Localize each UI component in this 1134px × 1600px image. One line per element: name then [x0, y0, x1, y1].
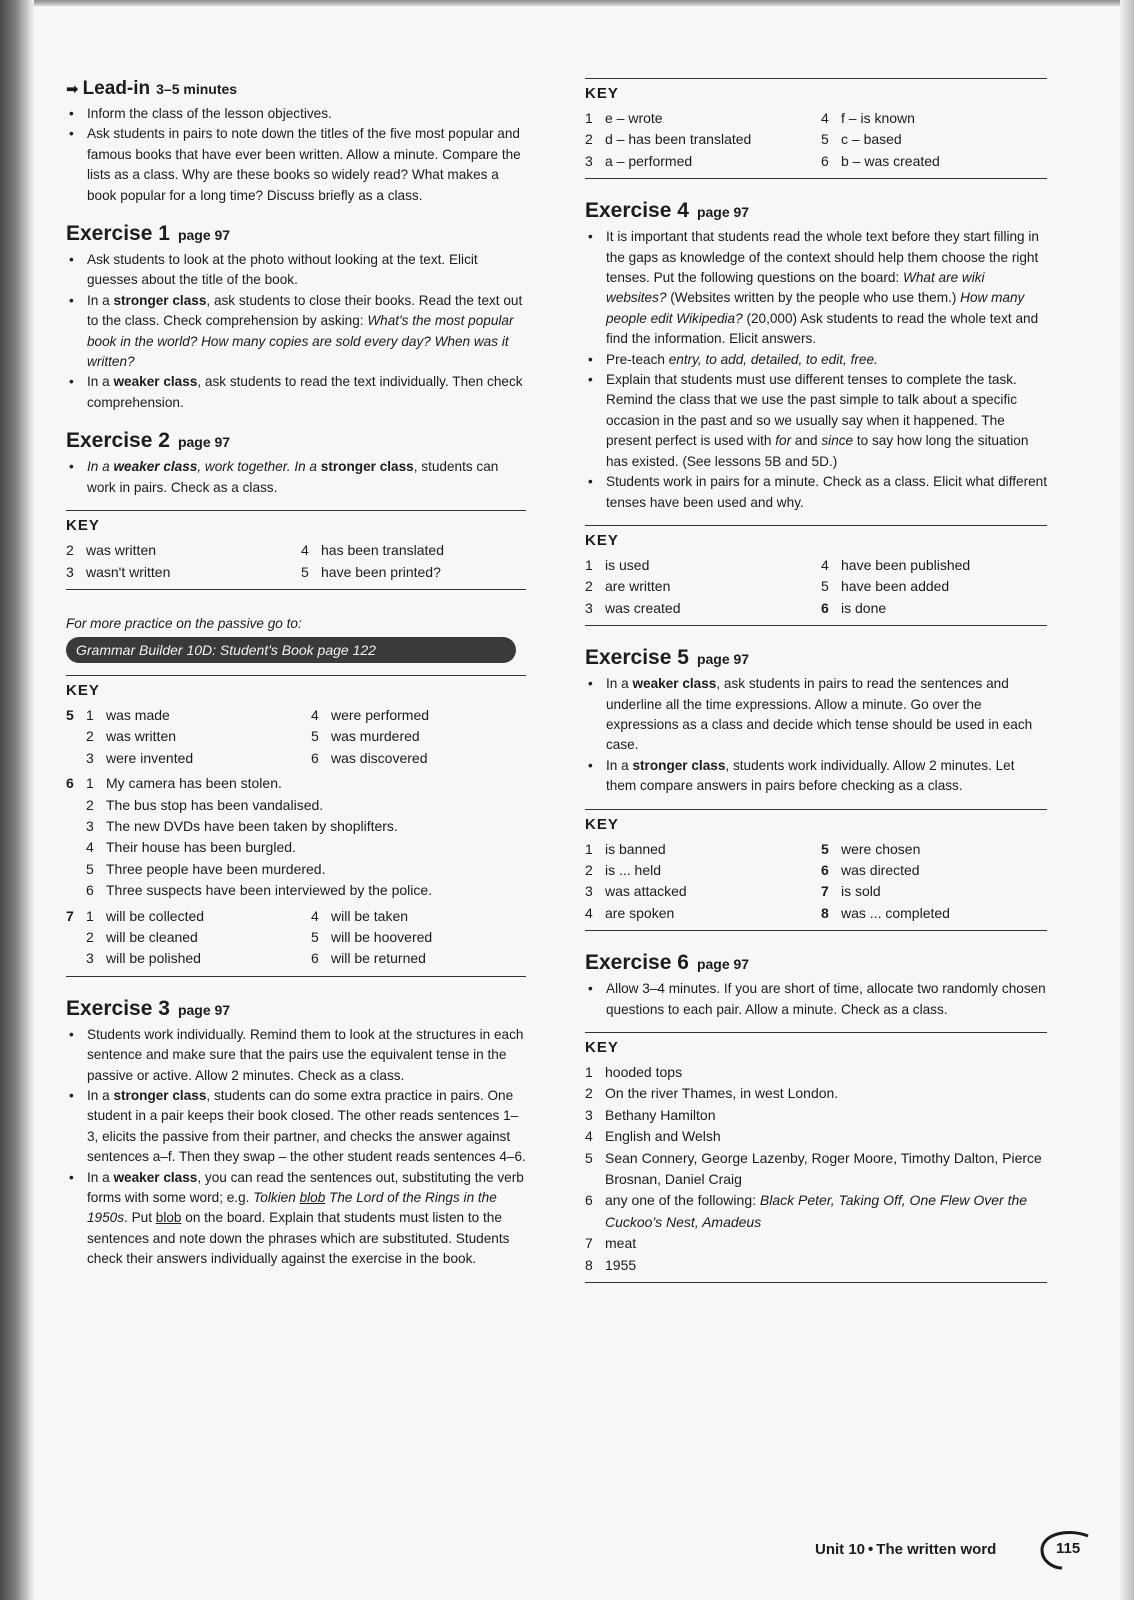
exercise-6-bullets [585, 979, 1047, 1020]
key-item: 4 were performed [311, 706, 430, 723]
key-label: KEY [585, 815, 619, 833]
key-item: 4 have been published [821, 556, 971, 573]
key-item: 2 d – has been translated [585, 131, 752, 148]
exercise-2-bullets [66, 457, 526, 498]
key-item: 3 was created [585, 599, 681, 616]
binding-shadow [0, 0, 34, 1600]
key-group-5: 5 1 was made 4 were performed 2 was written 5 was murdered 3 were invented 6 was discovered [66, 705, 526, 769]
exercise-1-heading: Exercise 1 page 97 [66, 222, 231, 246]
key-item: 5 c – based [821, 131, 902, 148]
footer-unit: Unit 10 [815, 1541, 866, 1558]
key-item: 1 is used [585, 556, 650, 573]
list-item: • In a weaker class, ask students in pairs to read the sentences and underline all the time expressions. Allow a minute. Go over the expressions as a class and decide which tense should be used in each case. [585, 674, 1047, 756]
key-item: 2 On the river Thames, in west London. [585, 1085, 839, 1102]
list-item: • Allow 3–4 minutes. If you are short of time, allocate two randomly chosen questions to each pair. Allow a minute. Check as a class. [585, 979, 1047, 1020]
key-box-exercise-3 [585, 78, 1047, 179]
key-item: 5 was murdered [311, 728, 420, 745]
key-group-7: 7 1 will be collected 4 will be taken 2 will be cleaned 5 will be hoovered 3 will be polished 6 will be returned [66, 906, 526, 970]
exercise-3-bullets [66, 1025, 526, 1270]
key-group-6: 6 1 My camera has been stolen. 2 The bus stop has been vandalised. 3 The new DVDs have been taken by shoplifters. 4 Their house has been burgled. 5 Three people have been murdered. 6 Three suspects have been interviewed by the police. [66, 773, 526, 901]
list-item: • Pre-teach entry, to add, detailed, to edit, free. [585, 350, 1047, 370]
right-column [585, 78, 1047, 1283]
key-item: 1 hooded tops [585, 1064, 683, 1080]
key-item: 4 are spoken [585, 904, 675, 921]
key-item: 4 will be taken [311, 907, 409, 924]
page-right-edge [1120, 0, 1134, 1600]
more-practice-note: For more practice on the passive go to: [66, 615, 302, 631]
key-item: 6 b – was created [821, 152, 940, 169]
list-item: • In a stronger class, students can do some extra practice in pairs. One student in a pair keeps their book closed. The other reads sentences 1–3, elicits the passive from their partner, and checks the answer against sentences a–f. Then they swap – the other student reads sentences 4–6. [66, 1086, 526, 1168]
key-label: KEY [585, 85, 619, 102]
exercise-4-bullets [585, 227, 1047, 513]
exercise-2-heading: Exercise 2 page 97 [66, 429, 231, 453]
list-item: • In a weaker class, you can read the sentences out, substituting the verb forms with some word; e.g. Tolkien blob The Lord of the Rings in the 1950s. Put blob on the board. Explain that students must listen to the sentences and note down the phrases which are substituted. Students check their answers individually against the exercise in the book. [66, 1168, 526, 1270]
key-item: 1 My camera has been stolen. [86, 775, 282, 792]
key-item: 1 is banned [585, 840, 666, 857]
key-label: KEY [66, 681, 100, 699]
key-box-exercise-4 [585, 525, 1047, 626]
key-item: 3 was attacked [585, 883, 687, 900]
key-item: 4 Their house has been burgled. [86, 839, 296, 856]
list-item: • Ask students to look at the photo without looking at the text. Elicit guesses about the title of the book. [66, 250, 526, 291]
key-item: 3 a – performed [585, 152, 693, 169]
key-item: 4 f – is known [821, 110, 915, 126]
key-label: KEY [585, 531, 619, 549]
key-item: 3 will be polished [86, 950, 201, 967]
key-item: 3 The new DVDs have been taken by shoplifters. [86, 817, 398, 834]
key-item: 5 have been added [821, 578, 950, 595]
key-item: 1 e – wrote [585, 110, 663, 126]
key-item: 6 will be returned [311, 950, 426, 967]
key-item: 2 was written [66, 542, 157, 559]
page-footer: Unit 10 • The written word [815, 1541, 997, 1558]
arrow-right-icon: ➡ [66, 81, 79, 98]
key-item: 1 will be collected [86, 907, 205, 924]
key-box-grammar-builder [66, 675, 526, 977]
key-label: KEY [585, 1039, 619, 1056]
key-item: 8 1955 [585, 1256, 637, 1273]
list-item: • In a weaker class, work together. In a stronger class, students can work in pairs. Check as a class. [66, 457, 526, 498]
key-item: 5 were chosen [821, 840, 921, 857]
page-top-edge [0, 0, 1134, 6]
exercise-3-heading: Exercise 3 page 97 [66, 996, 231, 1020]
exercise-1-bullets [66, 250, 526, 413]
exercise-5-bullets [585, 674, 1047, 796]
key-box-exercise-5 [585, 809, 1047, 932]
list-item: • In a stronger class, students work individually. Allow 2 minutes. Let them compare answers in pairs before checking as a class. [585, 756, 1047, 797]
list-item: • Students work individually. Remind them to look at the structures in each sentence and make sure that the pairs use the equivalent tense in the passive or active. Allow 2 minutes. Check as a class. [66, 1025, 526, 1086]
key-box-exercise-2 [66, 510, 526, 590]
key-item: 3 were invented [86, 749, 194, 766]
key-item: 6 Three suspects have been interviewed by the police. [86, 882, 433, 899]
grammar-builder-banner: Grammar Builder 10D: Student's Book page 122 [66, 637, 516, 663]
key-item: 3 wasn't written [66, 563, 171, 580]
key-item: 5 will be hoovered [311, 928, 433, 945]
leadin-duration: 3–5 minutes [156, 81, 238, 97]
left-column [66, 76, 526, 1270]
key-item: 7 is sold [821, 883, 881, 900]
key-item: 5 Three people have been murdered. [86, 860, 326, 877]
key-item: 6 any one of the following: Black Peter, Taking Off, One Flew Over the Cuckoo's Nest, Amadeus [585, 1192, 1028, 1230]
key-item: 3 Bethany Hamilton [585, 1106, 716, 1123]
leadin-bullets [66, 104, 526, 206]
page-number: 115 [1038, 1530, 1096, 1570]
key-item: 6 was directed [821, 861, 920, 878]
key-item: 4 English and Welsh [585, 1128, 721, 1145]
key-item: 5 have been printed? [301, 563, 441, 580]
list-item: • It is important that students read the whole text before they start filling in the gaps as knowledge of the context should help them choose the right tenses. Put the following questions on the board: What are wiki websites? (Websites written by the people who use them.) How many people edit Wikipedia? (20,000) Ask students to read the whole text and find the information. Elicit answers. [585, 227, 1047, 349]
exercise-6-heading: Exercise 6 page 97 [585, 951, 750, 975]
key-item: 2 are written [585, 578, 671, 595]
key-item: 2 was written [86, 728, 177, 745]
exercise-4-heading: Exercise 4 page 97 [585, 199, 750, 223]
key-item: 7 meat [585, 1235, 637, 1252]
exercise-5-heading: Exercise 5 page 97 [585, 646, 750, 670]
key-item: 2 The bus stop has been vandalised. [86, 796, 324, 813]
key-item: 2 is ... held [585, 861, 662, 878]
key-item: 8 was ... completed [821, 904, 950, 921]
leadin-heading: ➡ Lead-in 3–5 minutes [66, 78, 238, 99]
key-label: KEY [66, 517, 100, 535]
list-item: • In a stronger class, ask students to close their books. Read the text out to the class. Check comprehension by asking: What's the most popular book in the world? How many copies are sold every day? When was it written? [66, 291, 526, 373]
key-item: 2 will be cleaned [86, 928, 198, 945]
key-item: 4 has been translated [301, 542, 444, 559]
list-item: • Inform the class of the lesson objectives. [66, 104, 526, 124]
list-item: • Ask students in pairs to note down the titles of the five most popular and famous books that have ever been written. Allow a minute. Compare the lists as a class. Why are these books so widely read? What makes a book popular for a long time? Discuss briefly as a class. [66, 124, 526, 206]
key-box-exercise-6 [585, 1032, 1047, 1283]
key-item: 6 is done [821, 599, 887, 616]
list-item: • Students work in pairs for a minute. Check as a class. Elicit what different tenses have been used and why. [585, 472, 1047, 513]
footer-title: The written word [876, 1541, 997, 1558]
list-item: • Explain that students must use different tenses to complete the task. Remind the class that we use the past simple to talk about a specific occasion in the past and so we usually say when it happened. The present perfect is used with for and since to say how long the situation has existed. (See lessons 5B and 5D.) [585, 370, 1047, 472]
list-item: • In a weaker class, ask students to read the text individually. Then check comprehension. [66, 372, 526, 413]
key-item: 6 was discovered [311, 749, 428, 766]
key-item: 1 was made [86, 706, 170, 723]
key-item: 5 Sean Connery, George Lazenby, Roger Moore, Timothy Dalton, Pierce Brosnan, Daniel Craig [585, 1149, 1042, 1188]
